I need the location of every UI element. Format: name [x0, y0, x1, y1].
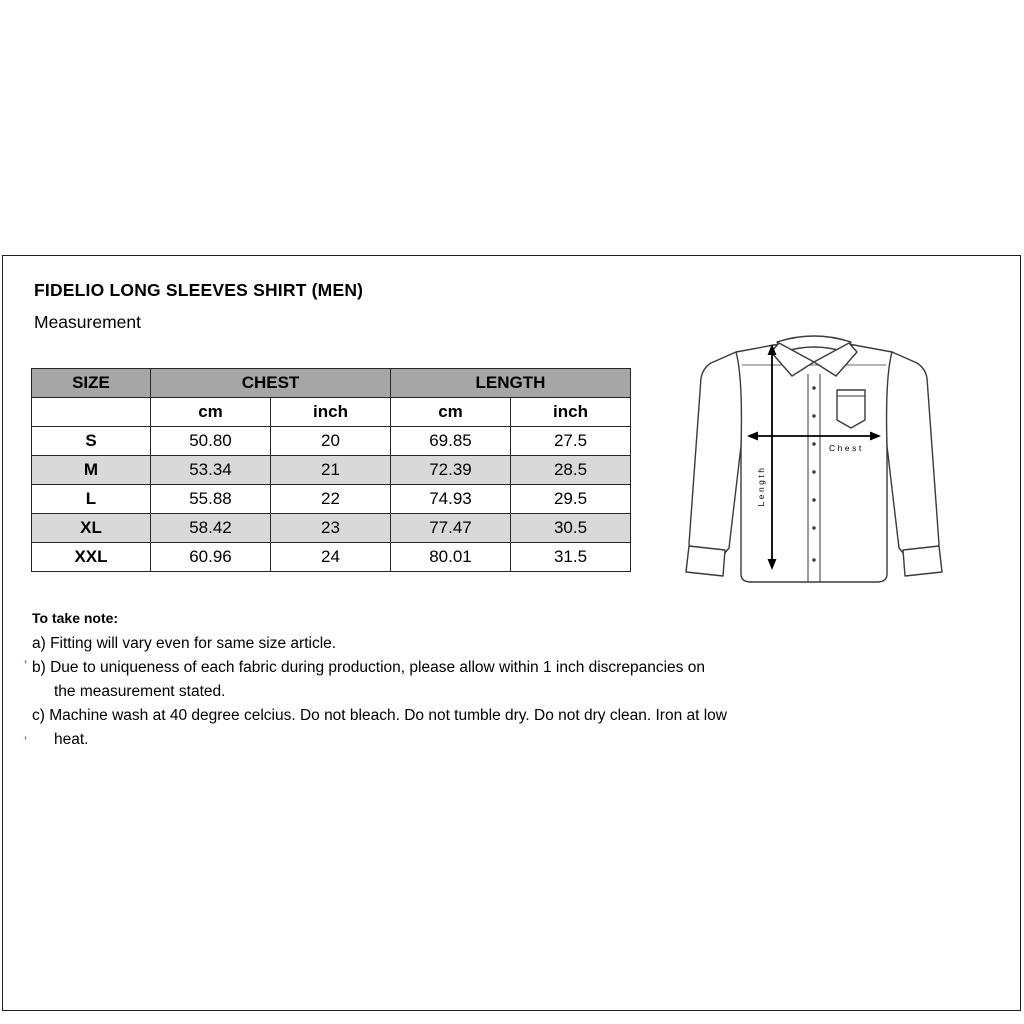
chest-cm-unit: cm [151, 398, 271, 427]
note-line-b-cont: the measurement stated. [54, 683, 226, 700]
size-cell: XXL [32, 543, 151, 572]
chest-inch-unit: inch [271, 398, 391, 427]
chest-cm-cell: 60.96 [151, 543, 271, 572]
chest-inch-cell: 24 [271, 543, 391, 572]
stray-mark: ’ [24, 735, 28, 747]
table-row [32, 456, 631, 485]
length-cm-cell: 69.85 [391, 427, 511, 456]
page-subtitle: Measurement [34, 312, 141, 332]
col-chest-header: CHEST [151, 369, 391, 398]
table-units-row [32, 398, 631, 427]
shirt-left-cuff [686, 546, 725, 576]
chest-inch-cell: 22 [271, 485, 391, 514]
length-dimension-label: Length [756, 465, 766, 507]
chest-cm-cell: 53.34 [151, 456, 271, 485]
length-inch-cell: 31.5 [511, 543, 631, 572]
length-cm-cell: 80.01 [391, 543, 511, 572]
shirt-left-sleeve [689, 352, 741, 554]
chest-cm-cell: 58.42 [151, 514, 271, 543]
chest-inch-cell: 21 [271, 456, 391, 485]
size-cell: L [32, 485, 151, 514]
stray-mark: ’ [24, 659, 28, 671]
shirt-right-sleeve [887, 352, 939, 554]
note-line-a: a) Fitting will vary even for same size article. [32, 635, 337, 652]
chest-inch-cell: 23 [271, 514, 391, 543]
length-cm-cell: 74.93 [391, 485, 511, 514]
chest-cm-cell: 50.80 [151, 427, 271, 456]
note-line-b: b) Due to uniqueness of each fabric during production, please allow within 1 inch discrepancies on [32, 659, 705, 676]
content-frame [2, 255, 1021, 1011]
shirt-right-cuff [903, 546, 942, 576]
note-line-c-cont: heat. [54, 731, 89, 748]
col-size-header: SIZE [32, 369, 151, 398]
size-cell: M [32, 456, 151, 485]
length-inch-cell: 28.5 [511, 456, 631, 485]
size-cell: S [32, 427, 151, 456]
table-row [32, 427, 631, 456]
length-cm-cell: 72.39 [391, 456, 511, 485]
table-row [32, 514, 631, 543]
notes-heading: To take note: [32, 610, 119, 626]
length-inch-cell: 29.5 [511, 485, 631, 514]
chest-dimension-label: Chest [829, 443, 864, 453]
chest-cm-cell: 55.88 [151, 485, 271, 514]
shirt-body [736, 342, 892, 583]
notes-section [32, 605, 727, 752]
length-inch-unit: inch [511, 398, 631, 427]
shirt-diagram [679, 318, 944, 608]
length-cm-cell: 77.47 [391, 514, 511, 543]
empty-header-cell [32, 398, 151, 427]
note-line-c: c) Machine wash at 40 degree celcius. Do not bleach. Do not tumble dry. Do not dry clean. Iron at low [32, 707, 727, 724]
table-header-row [32, 369, 631, 398]
chest-inch-cell: 20 [271, 427, 391, 456]
length-cm-unit: cm [391, 398, 511, 427]
page-title: FIDELIO LONG SLEEVES SHIRT (MEN) [34, 280, 364, 300]
size-table [31, 368, 631, 572]
size-cell: XL [32, 514, 151, 543]
col-length-header: LENGTH [391, 369, 631, 398]
table-row [32, 543, 631, 572]
length-inch-cell: 27.5 [511, 427, 631, 456]
length-inch-cell: 30.5 [511, 514, 631, 543]
table-row [32, 485, 631, 514]
